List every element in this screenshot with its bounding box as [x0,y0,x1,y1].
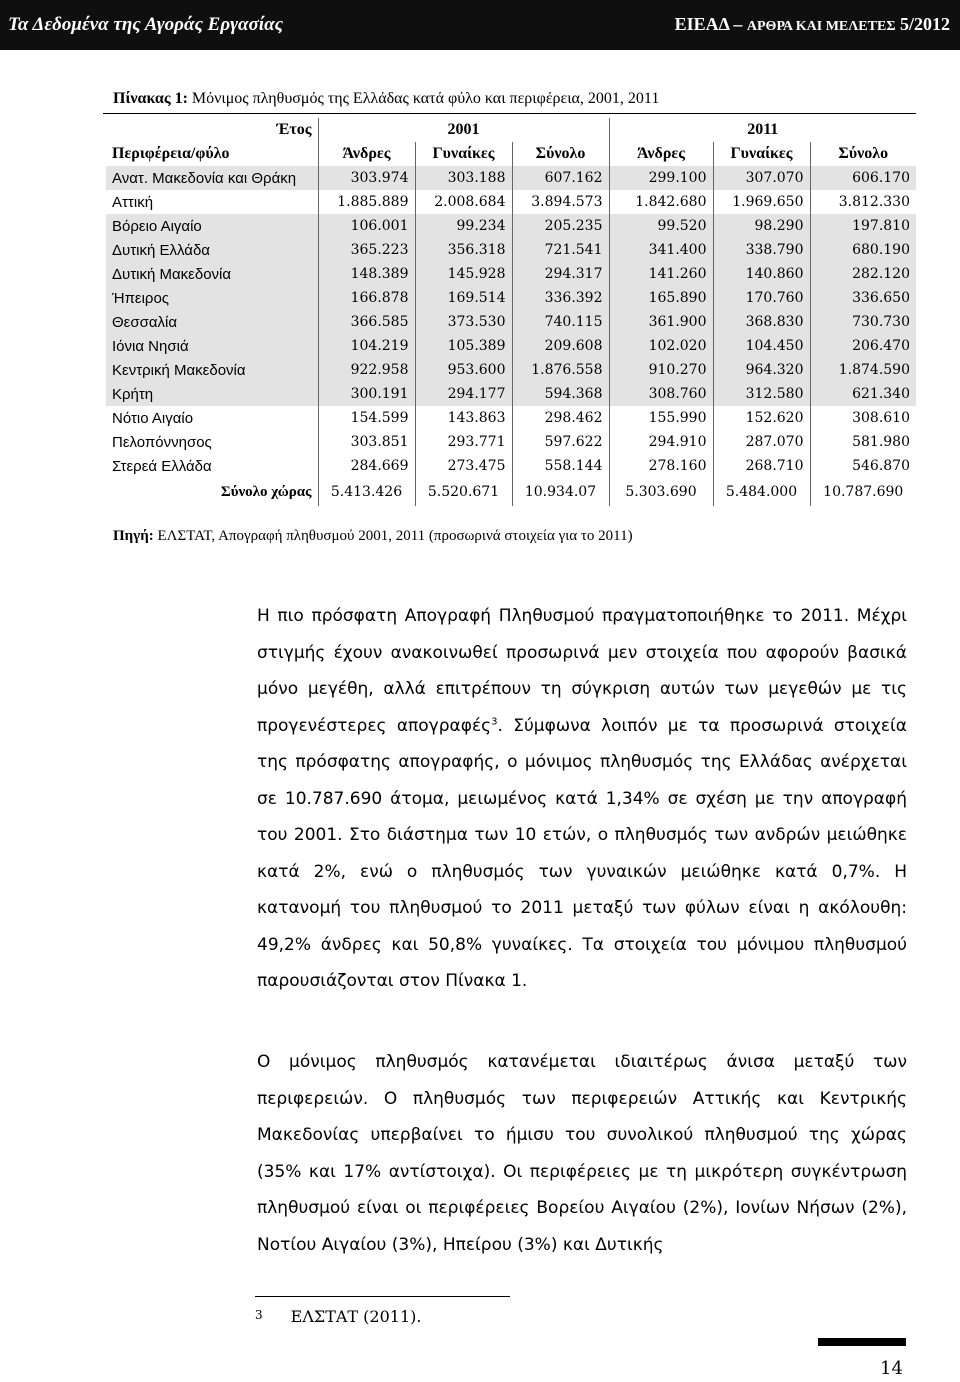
table-cell: 155.990 [609,406,713,430]
table-row [106,454,916,478]
table-cell: 205.235 [512,214,609,238]
table-row [106,334,916,358]
region-name: Στερεά Ελλάδα [106,454,318,478]
table-cell: 308.760 [609,382,713,406]
header-journal: ΕΙΕΑΔ – ΑΡΘΡΑ ΚΑΙ ΜΕΛΕΤΕΣ 5/2012 [674,14,950,34]
col-total-2011: Σύνολο [810,142,916,166]
table-cell: 910.270 [609,358,713,382]
table-cell: 594.368 [512,382,609,406]
year-2001: 2001 [318,118,609,142]
table-cell: 597.622 [512,430,609,454]
table-cell: 273.475 [415,454,512,478]
region-name: Βόρειο Αιγαίο [106,214,318,238]
table-cell: 98.290 [713,214,810,238]
table-row [106,406,916,430]
table-cell: 268.710 [713,454,810,478]
region-header: Περιφέρεια/φύλο [106,142,318,166]
total-cell: 5.484.000 [713,478,810,506]
table-cell: 361.900 [609,310,713,334]
table-cell: 104.219 [318,334,415,358]
table-source: Πηγή: ΕΛΣΤΑΤ, Απογραφή πληθυσμού 2001, 2011 (προσωρινά στοιχεία για το 2011) [113,528,633,544]
table-cell: 300.191 [318,382,415,406]
table-cell: 368.830 [713,310,810,334]
table-cell: 3.812.330 [810,190,916,214]
table-cell: 148.389 [318,262,415,286]
page-number-bar [818,1338,906,1346]
table-cell: 606.170 [810,166,916,190]
year-2011: 2011 [609,118,916,142]
region-name: Κεντρική Μακεδονία [106,358,318,382]
table-cell: 922.958 [318,358,415,382]
table-cell: 278.160 [609,454,713,478]
footnote-rule [255,1296,510,1297]
table-cell: 365.223 [318,238,415,262]
table-cell: 356.318 [415,238,512,262]
table-cell: 294.910 [609,430,713,454]
table-cell: 197.810 [810,214,916,238]
column-header-row [106,142,916,166]
table-cell: 303.851 [318,430,415,454]
table-top-rule [103,113,916,114]
table-cell: 373.530 [415,310,512,334]
table-cell: 287.070 [713,430,810,454]
table-cell: 209.608 [512,334,609,358]
table-cell: 3.894.573 [512,190,609,214]
table-cell: 953.600 [415,358,512,382]
total-row [106,478,916,506]
table-cell: 152.620 [713,406,810,430]
paragraph-2: Ο μόνιμος πληθυσμός κατανέμεται ιδιαιτέρως άνισα μεταξύ των περιφερειών. Ο πληθυσμός των περιφερειών Αττικής και Κεντρικής Μακεδονίας υπερβαίνει το ήμισυ του συνολικού πληθυσμού της χώρας (35% και 17% αντίστοιχα). Οι περιφέρειες με τη μικρότερη συγκέντρωση πληθυσμού είναι οι περιφέρειες Βορείου Αιγαίου (2%), Ιονίων Νήσων (2%), Νοτίου Αιγαίου (3%), Ηπείρου (3%) και Δυτικής [257,1052,907,1255]
table-cell: 169.514 [415,286,512,310]
table-cell: 298.462 [512,406,609,430]
table-cell: 680.190 [810,238,916,262]
total-cell: 5.520.671 [415,478,512,506]
table-cell: 170.760 [713,286,810,310]
region-name: Δυτική Ελλάδα [106,238,318,262]
table-cell: 336.392 [512,286,609,310]
table-row [106,430,916,454]
total-cell: 5.413.426 [318,478,415,506]
table-cell: 105.389 [415,334,512,358]
table-cell: 1.885.889 [318,190,415,214]
table-cell: 312.580 [713,382,810,406]
table-cell: 294.177 [415,382,512,406]
col-women-2001: Γυναίκες [415,142,512,166]
table-cell: 1.874.590 [810,358,916,382]
col-men-2011: Άνδρες [609,142,713,166]
table-cell: 740.115 [512,310,609,334]
table-cell: 308.610 [810,406,916,430]
table-cell: 1.876.558 [512,358,609,382]
table-cell: 143.863 [415,406,512,430]
table-cell: 581.980 [810,430,916,454]
table-cell: 621.340 [810,382,916,406]
table-row [106,358,916,382]
table-cell: 307.070 [713,166,810,190]
table-cell: 730.730 [810,310,916,334]
table-cell: 99.234 [415,214,512,238]
total-cell: 10.787.690 [810,478,916,506]
col-total-2001: Σύνολο [512,142,609,166]
table-caption: Πίνακας 1: Μόνιμος πληθυσμός της Ελλάδας κατά φύλο και περιφέρεια, 2001, 2011 [113,90,660,107]
table-cell: 206.470 [810,334,916,358]
table-cell: 721.541 [512,238,609,262]
table-cell: 145.928 [415,262,512,286]
table-cell: 106.001 [318,214,415,238]
table-row [106,190,916,214]
page-number: 14 [880,1358,903,1379]
region-name: Αττική [106,190,318,214]
table-cell: 303.974 [318,166,415,190]
table-row [106,214,916,238]
table-row [106,238,916,262]
table-row [106,262,916,286]
table-cell: 366.585 [318,310,415,334]
table-cell: 99.520 [609,214,713,238]
total-label: Σύνολο χώρας [106,478,318,506]
region-name: Ιόνια Νησιά [106,334,318,358]
region-name: Πελοπόννησος [106,430,318,454]
region-name: Νότιο Αιγαίο [106,406,318,430]
footnote: 3 ΕΛΣΤΑΤ (2011). [255,1307,422,1326]
header-title: Τα Δεδομένα της Αγοράς Εργασίας [8,14,284,35]
col-men-2001: Άνδρες [318,142,415,166]
col-women-2011: Γυναίκες [713,142,810,166]
table-cell: 102.020 [609,334,713,358]
table-cell: 165.890 [609,286,713,310]
table-cell: 338.790 [713,238,810,262]
table-cell: 284.669 [318,454,415,478]
paragraph-1: Η πιο πρόσφατη Απογραφή Πληθυσμού πραγματοποιήθηκε το 2011. Μέχρι στιγμής έχουν ανακοινωθεί προσωρινά μεν στοιχεία που αφορούν βασικά μόνο μεγέθη, αλλά επιτρέπουν τη σύγκριση αυτών των μεγεθών με τις προγενέστερες απογραφές$^3$. Σύμφωνα λοιπόν με τα προσωρινά στοιχεία της πρόσφατης απογραφής, ο μόνιμος πληθυσμός της Ελλάδας ανέρχεται σε 10.787.690 άτομα, μειωμένος κατά 1,34% σε σχέση με την απογραφή του 2001. Στο διάστημα των 10 ετών, ο πληθυσμός των ανδρών μειώθηκε κατά 2%, ενώ ο πληθυσμός των γυναικών μειώθηκε κατά 0,7%. Η κατανομή του πληθυσμού το 2011 μεταξύ των φύλων είναι η ακόλουθη: 49,2% άνδρες και 50,8% γυναίκες. Τα στοιχεία του μόνιμου πληθυσμού παρουσιάζονται στον Πίνακα 1. [257,606,907,991]
table-cell: 607.162 [512,166,609,190]
year-header: Έτος [106,118,318,142]
region-name: Ανατ. Μακεδονία και Θράκη [106,166,318,190]
table-cell: 303.188 [415,166,512,190]
table-cell: 140.860 [713,262,810,286]
table-cell: 293.771 [415,430,512,454]
footnote-ref: 3 [491,715,498,727]
total-cell: 10.934.07 [512,478,609,506]
table-cell: 154.599 [318,406,415,430]
table-cell: 141.260 [609,262,713,286]
total-cell: 5.303.690 [609,478,713,506]
table-cell: 336.650 [810,286,916,310]
table-cell: 964.320 [713,358,810,382]
table-cell: 166.878 [318,286,415,310]
table-row [106,382,916,406]
table-row [106,166,916,190]
table-cell: 1.842.680 [609,190,713,214]
table-cell: 282.120 [810,262,916,286]
region-name: Θεσσαλία [106,310,318,334]
table-cell: 546.870 [810,454,916,478]
table-cell: 2.008.684 [415,190,512,214]
table-cell: 104.450 [713,334,810,358]
page-header [0,0,960,50]
year-header-row [106,118,916,142]
table-cell: 1.969.650 [713,190,810,214]
table-cell: 299.100 [609,166,713,190]
table-cell: 558.144 [512,454,609,478]
table-cell: 294.317 [512,262,609,286]
table-cell: 341.400 [609,238,713,262]
population-table [106,118,916,506]
table-row [106,286,916,310]
region-name: Δυτική Μακεδονία [106,262,318,286]
region-name: Κρήτη [106,382,318,406]
table-row [106,310,916,334]
region-name: Ήπειρος [106,286,318,310]
